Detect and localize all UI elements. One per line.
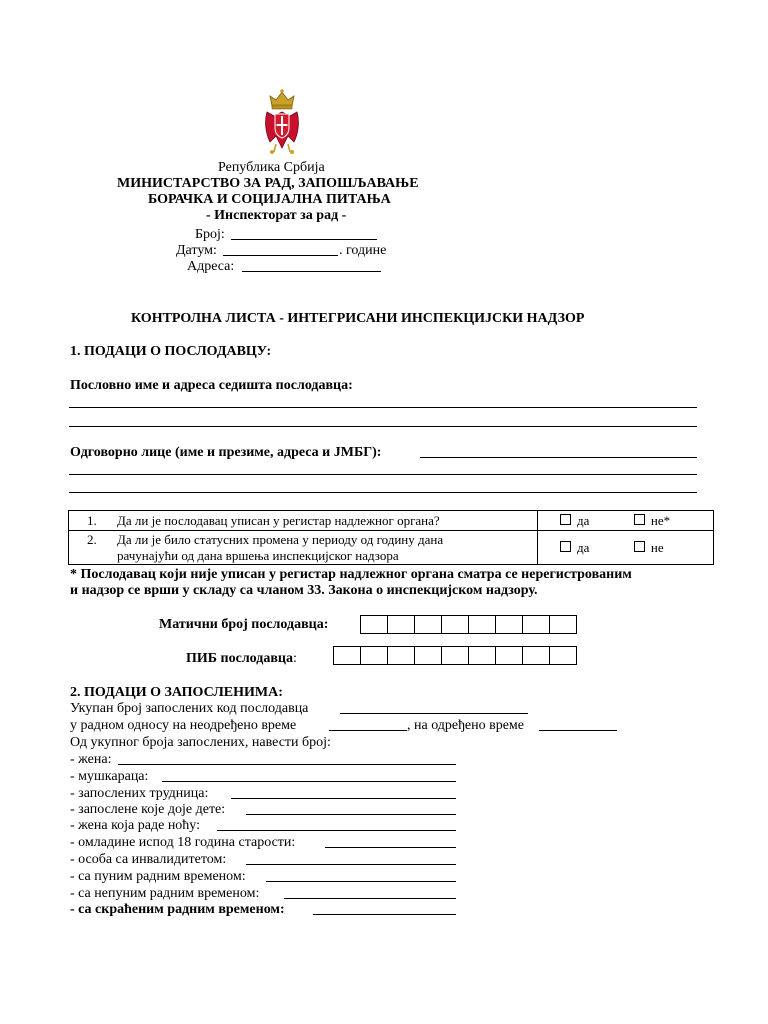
yes-checkbox[interactable] — [560, 514, 571, 525]
list-item: - жена која раде ноћу: — [70, 818, 201, 833]
question-number: 2. — [87, 531, 97, 547]
no-checkbox[interactable] — [634, 541, 645, 552]
responsible-person-label: Одговорно лице (име и презиме, адреса и ЈМБГ): — [70, 445, 382, 460]
address-label: Адреса: — [187, 259, 235, 274]
list-item: - мушкараца: — [70, 769, 149, 784]
footnote-line-1: * Послодавац који није уписан у регистар надлежног органа сматра се нерегистрованим — [70, 567, 632, 582]
list-item: - са пуним радним временом: — [70, 869, 246, 884]
date-suffix: . године — [339, 243, 387, 258]
indefinite-label: у радном односу на неодређено време — [70, 718, 297, 733]
question-row — [69, 511, 714, 531]
pib-label: ПИБ послодавца: — [186, 651, 297, 666]
responsible-person-field[interactable] — [420, 457, 697, 458]
section2-heading: 2. ПОДАЦИ О ЗАПОСЛЕНИМА: — [70, 685, 283, 700]
number-label: Број: — [195, 227, 225, 242]
responsible-person-line-2[interactable] — [69, 474, 697, 475]
list-item: - особа са инвалидитетом: — [70, 852, 227, 867]
coat-of-arms-icon — [262, 88, 302, 158]
republic-name: Република Србија — [218, 160, 325, 175]
responsible-person-line-3[interactable] — [69, 492, 697, 493]
date-field[interactable] — [223, 255, 338, 256]
registry-number-label: Матични број послодавца: — [159, 617, 329, 632]
total-employees-label: Укупан број запослених код послодавца — [70, 701, 309, 716]
ministry-line-2: БОРАЧКА И СОЦИЈАЛНА ПИТАЊА — [148, 192, 391, 207]
question-text: Да ли је послодавац уписан у регистар надлежног органа? — [117, 512, 440, 528]
list-item: - запослене које доје дете: — [70, 802, 226, 817]
reduced-time-field[interactable] — [313, 914, 456, 915]
business-name-label: Пословно име и адреса седишта послодавца: — [70, 378, 353, 393]
men-field[interactable] — [162, 781, 456, 782]
no-label: не* — [650, 512, 671, 528]
total-employees-field[interactable] — [340, 713, 528, 714]
list-item: - жена: — [70, 752, 112, 767]
footnote-line-2: и надзор се врши у складу са чланом 33. Закона о инспекцијском надзору. — [70, 583, 538, 598]
breastfeeding-field[interactable] — [246, 814, 456, 815]
page-title: КОНТРОЛНА ЛИСТА - ИНТЕГРИСАНИ ИНСПЕКЦИЈСКИ НАДЗОР — [131, 311, 585, 326]
night-work-field[interactable] — [217, 830, 456, 831]
question-text-line-2: рачунајући од дана вршења инспекцијског надзора — [117, 547, 399, 563]
question-text-line-1: Да ли је било статусних промена у периоду од годину дана — [117, 531, 444, 547]
question-number: 1. — [87, 512, 97, 528]
section1-heading: 1. ПОДАЦИ О ПОСЛОДАВЦУ: — [70, 344, 272, 359]
question-row — [69, 531, 714, 565]
list-item: - запослених трудница: — [70, 786, 209, 801]
date-label: Датум: — [176, 243, 217, 258]
women-field[interactable] — [118, 764, 456, 765]
no-checkbox[interactable] — [634, 514, 645, 525]
yes-label: да — [577, 512, 590, 528]
breakdown-label: Од укупног броја запослених, навести број: — [70, 735, 331, 750]
questions-table — [68, 510, 714, 565]
pregnant-field[interactable] — [231, 798, 456, 799]
yes-checkbox[interactable] — [560, 541, 571, 552]
yes-label: да — [577, 539, 590, 555]
youth-field[interactable] — [325, 847, 456, 848]
number-field[interactable] — [231, 239, 377, 240]
disability-field[interactable] — [246, 864, 456, 865]
full-time-field[interactable] — [266, 881, 456, 882]
list-item: - са скраћеним радним временом: — [70, 902, 285, 917]
pib-cells[interactable] — [333, 646, 577, 664]
list-item: - са непуним радним временом: — [70, 886, 260, 901]
inspectorate-name: - Инспекторат за рад - — [206, 208, 347, 223]
no-label: не — [650, 539, 664, 555]
definite-field[interactable] — [539, 730, 617, 731]
ministry-line-1: МИНИСТАРСТВО ЗА РАД, ЗАПОШЉАВАЊЕ — [117, 176, 419, 191]
part-time-field[interactable] — [284, 898, 456, 899]
address-field[interactable] — [242, 271, 381, 272]
list-item: - омладине испод 18 година старости: — [70, 835, 296, 850]
business-name-line-2[interactable] — [69, 426, 697, 427]
indefinite-field[interactable] — [329, 730, 407, 731]
registry-number-cells[interactable] — [360, 615, 577, 633]
definite-label: , на одређено време — [407, 718, 525, 733]
business-name-line-1[interactable] — [69, 407, 697, 408]
